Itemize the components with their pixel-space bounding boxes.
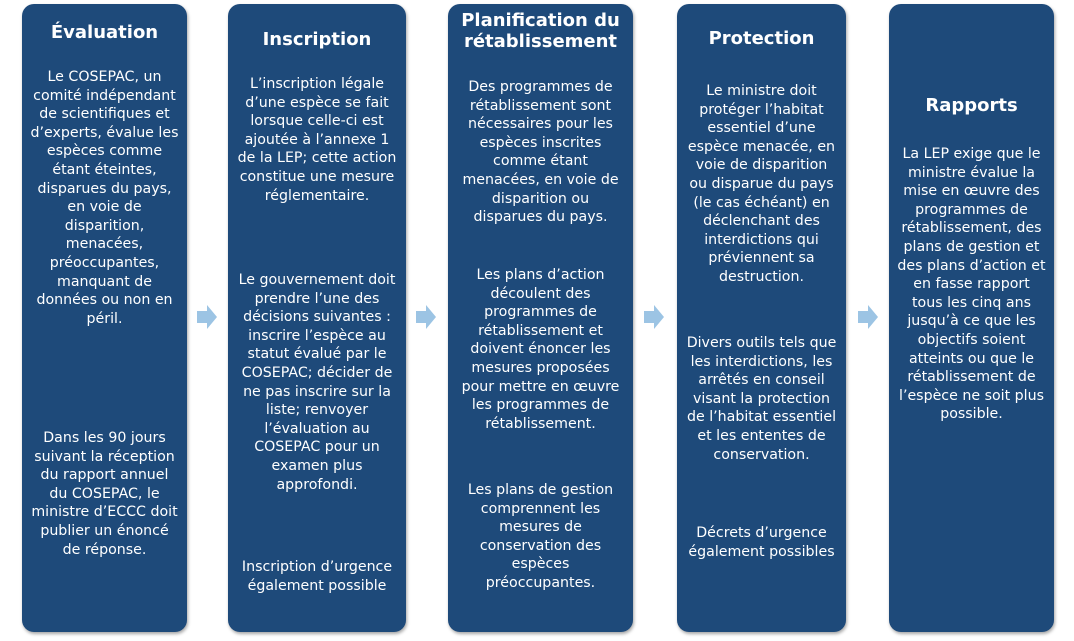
step-paragraph: Le gouvernement doit prendre l’une des décisions suivantes : inscrire l’espèce au statut évalué par le COSEPAC; décider de ne pas inscrire sur la liste; renvoyer l’évaluation au COSEPAC pour un examen plus approfondi. <box>238 272 396 493</box>
step-title: Rapports <box>925 95 1018 116</box>
step-paragraph: L’inscription légale d’une espèce se fait lorsque celle-ci est ajoutée à l’annexe 1 de la LEP; cette action constitue une mesure réglementaire. <box>237 76 397 204</box>
arrow-right-icon <box>197 303 217 331</box>
step-paragraph: Les plans de gestion comprennent les mesures de conservation des espèces préoccupantes. <box>467 482 614 591</box>
step-title: Protection <box>708 28 815 49</box>
arrow-right-icon <box>416 303 436 331</box>
arrow-right-icon <box>858 303 878 331</box>
arrow-right-icon <box>644 303 664 331</box>
step-card-inscription <box>228 4 406 632</box>
step-card-protection <box>677 4 846 632</box>
step-paragraph: Le COSEPAC, un comité indépendant de scientifiques et d’experts, évalue les espèces comme étant éteintes, disparues du pays, en voie de disparition, menacées, préoccupantes, manquant de données ou non en péril. <box>30 69 179 327</box>
step-paragraph: Le ministre doit protéger l’habitat essentiel d’une espèce menacée, en voie de disparition ou disparue du pays (le cas échéant) en déclenchant des interdictions qui préviennent sa destruction. <box>687 83 836 285</box>
step-title: Planification du rétablissement <box>461 10 620 52</box>
step-paragraph: Décrets d’urgence également possibles <box>688 525 835 560</box>
step-title: Inscription <box>262 29 372 50</box>
step-card-planification <box>448 4 633 632</box>
step-paragraph: Dans les 90 jours suivant la réception du rapport annuel du COSEPAC, le ministre d’ECCC doit publier un énoncé de réponse. <box>31 430 178 558</box>
step-paragraph: Inscription d’urgence également possible <box>241 559 393 594</box>
step-card-rapports <box>889 4 1054 632</box>
step-paragraph: La LEP exige que le ministre évalue la mise en œuvre des programmes de rétablissement, des plans de gestion et des plans d’action et en fasse rapport tous les cinq ans jusqu’à ce que les objectifs soient atteints ou que le rétablissement de l’espèce ne soit plus possible. <box>897 146 1046 423</box>
step-title: Évaluation <box>50 22 159 43</box>
step-paragraph: Divers outils tels que les interdictions, les arrêtés en conseil visant la protection de l’habitat essentiel et les ententes de conservation. <box>686 335 837 463</box>
step-card-evaluation <box>22 4 187 632</box>
step-paragraph: Les plans d’action découlent des programmes de rétablissement et doivent énoncer les mesures proposées pour mettre en œuvre les programmes de rétablissement. <box>461 267 620 432</box>
step-paragraph: Des programmes de rétablissement sont nécessaires pour les espèces inscrites comme étant menacées, en voie de disparition ou disparues du pays. <box>462 79 619 226</box>
